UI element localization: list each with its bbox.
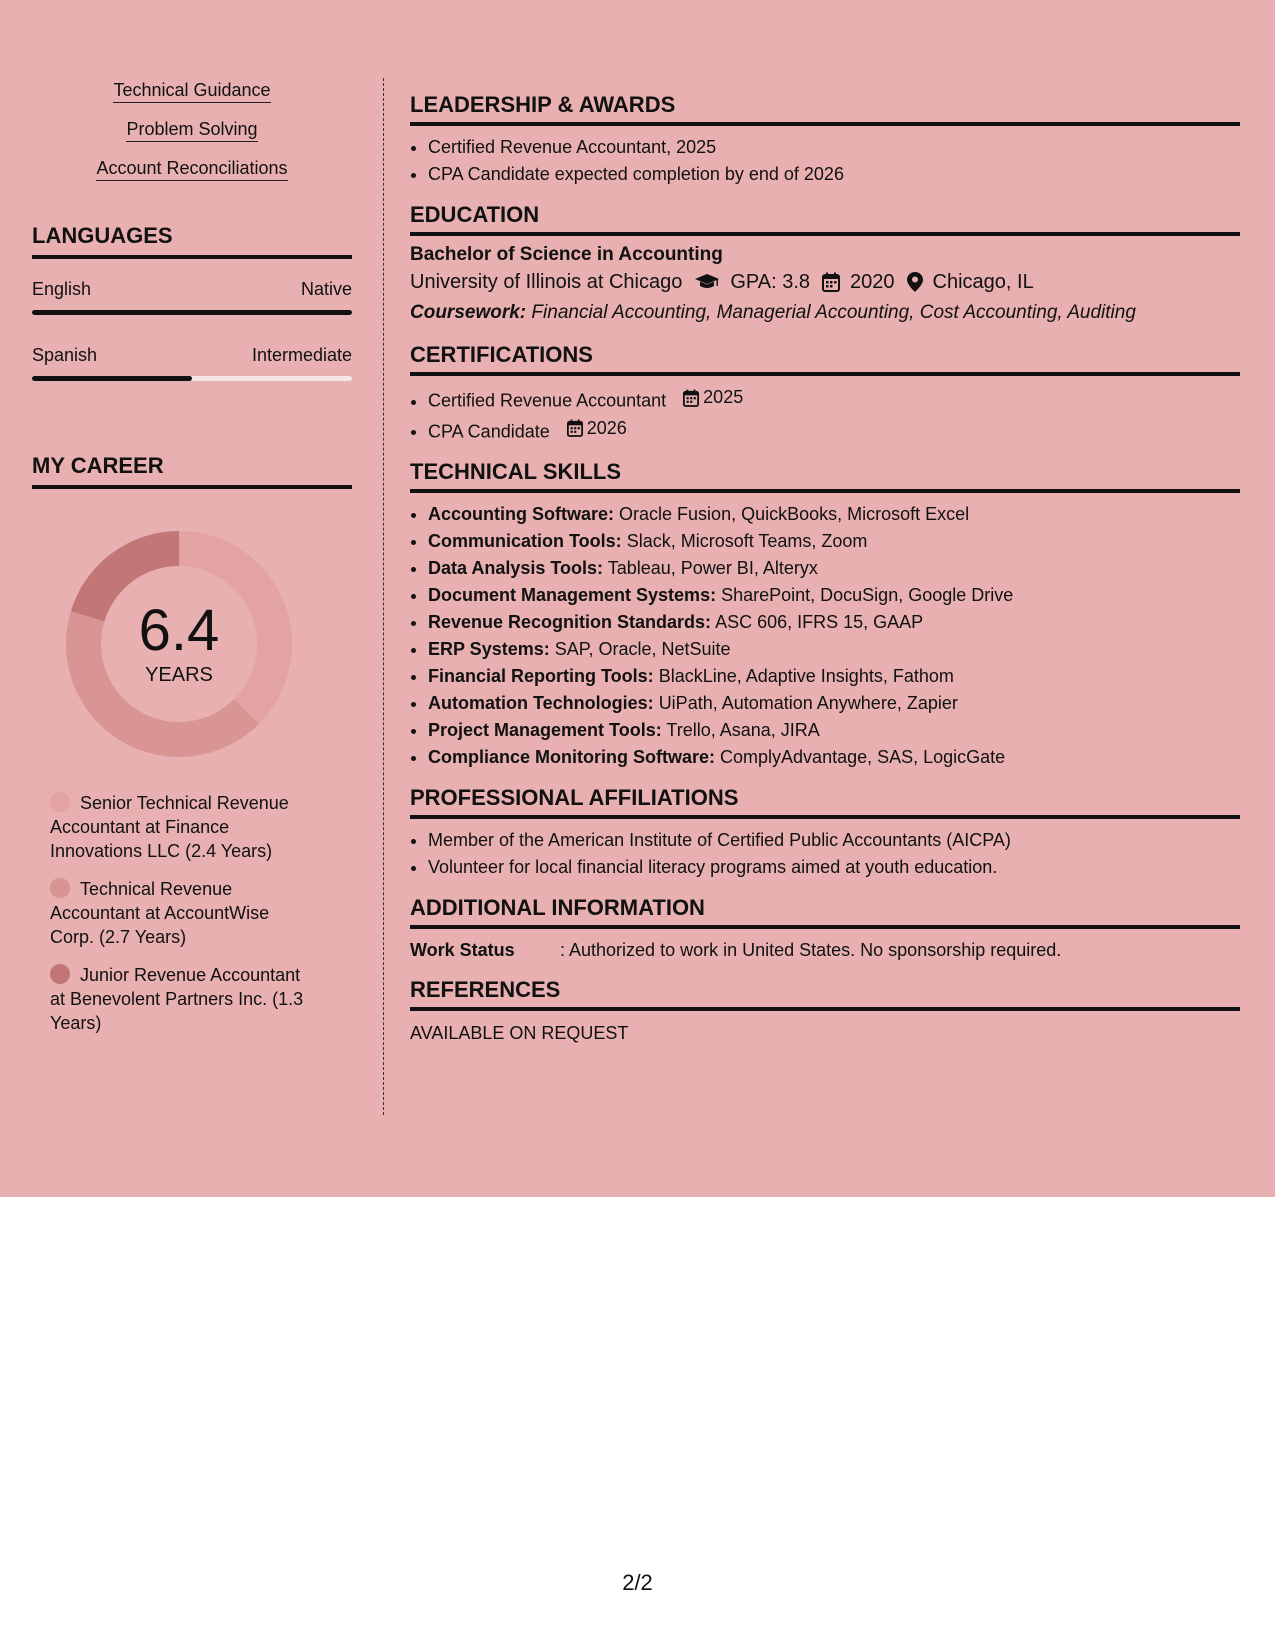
language-name: Spanish — [32, 345, 98, 365]
list-item: • ERP Systems: SAP, Oracle, NetSuite — [428, 636, 1240, 663]
location: Chicago, IL — [932, 271, 1034, 293]
education-details — [410, 266, 1240, 298]
work-status-row — [410, 937, 1240, 963]
career-total: 6.4 — [138, 597, 220, 663]
list-item: • Project Management Tools: Trello, Asana, JIRA — [428, 717, 1240, 744]
column-divider — [383, 78, 384, 1115]
career-heading: MY CAREER — [32, 453, 352, 489]
section-title: EDUCATION — [410, 202, 1240, 236]
language-bar — [32, 376, 352, 381]
work-status-value: : Authorized to work in United States. No sponsorship required. — [560, 940, 1062, 960]
career-legend-item: Junior Revenue Accountant at Benevolent Partners Inc. (1.3 Years) — [50, 965, 304, 1033]
list-item: • Compliance Monitoring Software: ComplyAdvantage, SAS, LogicGate — [428, 744, 1240, 771]
sidebar — [32, 80, 352, 1049]
language-bar — [32, 310, 352, 315]
degree: Bachelor of Science in Accounting — [410, 244, 723, 265]
calendar-icon — [567, 419, 583, 437]
list-item: • Communication Tools: Slack, Microsoft Teams, Zoom — [428, 528, 1240, 555]
skills-list — [32, 80, 352, 179]
technical-skills-list — [410, 501, 1240, 771]
location-pin-icon — [907, 272, 923, 292]
calendar-icon — [683, 389, 699, 407]
education-section — [410, 202, 1240, 328]
work-status-label: Work Status — [410, 940, 515, 960]
references-section — [410, 977, 1240, 1047]
legend-dot — [50, 964, 70, 984]
leadership-section — [410, 92, 1240, 188]
language-item — [32, 345, 352, 381]
language-bar-fill — [32, 376, 192, 381]
section-title: CERTIFICATIONS — [410, 342, 1240, 376]
list-item: • Financial Reporting Tools: BlackLine, Adaptive Insights, Fathom — [428, 663, 1240, 690]
list-item: • CPA Candidate expected completion by end of 2026 — [428, 161, 1240, 188]
list-item: • Data Analysis Tools: Tableau, Power BI, Alteryx — [428, 555, 1240, 582]
section-title: REFERENCES — [410, 977, 1240, 1011]
language-level: Native — [300, 279, 352, 299]
career-legend — [32, 791, 312, 1035]
legend-dot — [50, 792, 70, 812]
certifications-section — [410, 342, 1240, 445]
list-item: • CPA Candidate 2026 — [428, 415, 1240, 446]
section-title: ADDITIONAL INFORMATION — [410, 895, 1240, 929]
affiliations-section — [410, 785, 1240, 881]
gpa: GPA: 3.8 — [730, 271, 811, 293]
language-name: English — [32, 279, 92, 299]
list-item: • Automation Technologies: UiPath, Automation Anywhere, Zapier — [428, 690, 1240, 717]
career-legend-item: Senior Technical Revenue Accountant at Finance Innovations LLC (2.4 Years) — [50, 793, 289, 861]
references-text: AVAILABLE ON REQUEST — [410, 1023, 629, 1043]
legend-dot — [50, 878, 70, 898]
career-unit: YEARS — [145, 663, 213, 686]
school: University of Illinois at Chicago — [410, 271, 683, 293]
list-item: • Volunteer for local financial literacy programs aimed at youth education. — [428, 854, 1240, 881]
career-donut — [66, 531, 292, 757]
list-item: • Certified Revenue Accountant 2025 — [428, 384, 1240, 415]
additional-info-section — [410, 895, 1240, 963]
list-item: • Revenue Recognition Standards: ASC 606, IFRS 15, GAAP — [428, 609, 1240, 636]
list-item: • Document Management Systems: SharePoint, DocuSign, Google Drive — [428, 582, 1240, 609]
career-legend-item: Technical Revenue Accountant at AccountWise Corp. (2.7 Years) — [50, 879, 270, 947]
list-item: • Certified Revenue Accountant, 2025 — [428, 134, 1240, 161]
graduation-year: 2020 — [850, 271, 895, 293]
language-level: Intermediate — [251, 345, 352, 365]
main-column — [410, 92, 1240, 1061]
technical-skills-section — [410, 459, 1240, 771]
section-title: LEADERSHIP & AWARDS — [410, 92, 1240, 126]
language-item — [32, 279, 352, 315]
graduation-cap-icon — [694, 273, 720, 291]
list-item: • Accounting Software: Oracle Fusion, QuickBooks, Microsoft Excel — [428, 501, 1240, 528]
section-title: PROFESSIONAL AFFILIATIONS — [410, 785, 1240, 819]
language-bar-fill — [32, 310, 352, 315]
coursework: Coursework: Financial Accounting, Managerial Accounting, Cost Accounting, Auditing — [410, 302, 1136, 323]
list-item: • Member of the American Institute of Certified Public Accountants (AICPA) — [428, 827, 1240, 854]
page-number: 2/2 — [622, 1570, 653, 1595]
calendar-icon — [822, 272, 840, 292]
skill-item: Account Reconciliations — [32, 158, 352, 179]
skill-item: Technical Guidance — [32, 80, 352, 101]
section-title: TECHNICAL SKILLS — [410, 459, 1240, 493]
skill-item: Problem Solving — [32, 119, 352, 140]
languages-heading: LANGUAGES — [32, 223, 352, 259]
